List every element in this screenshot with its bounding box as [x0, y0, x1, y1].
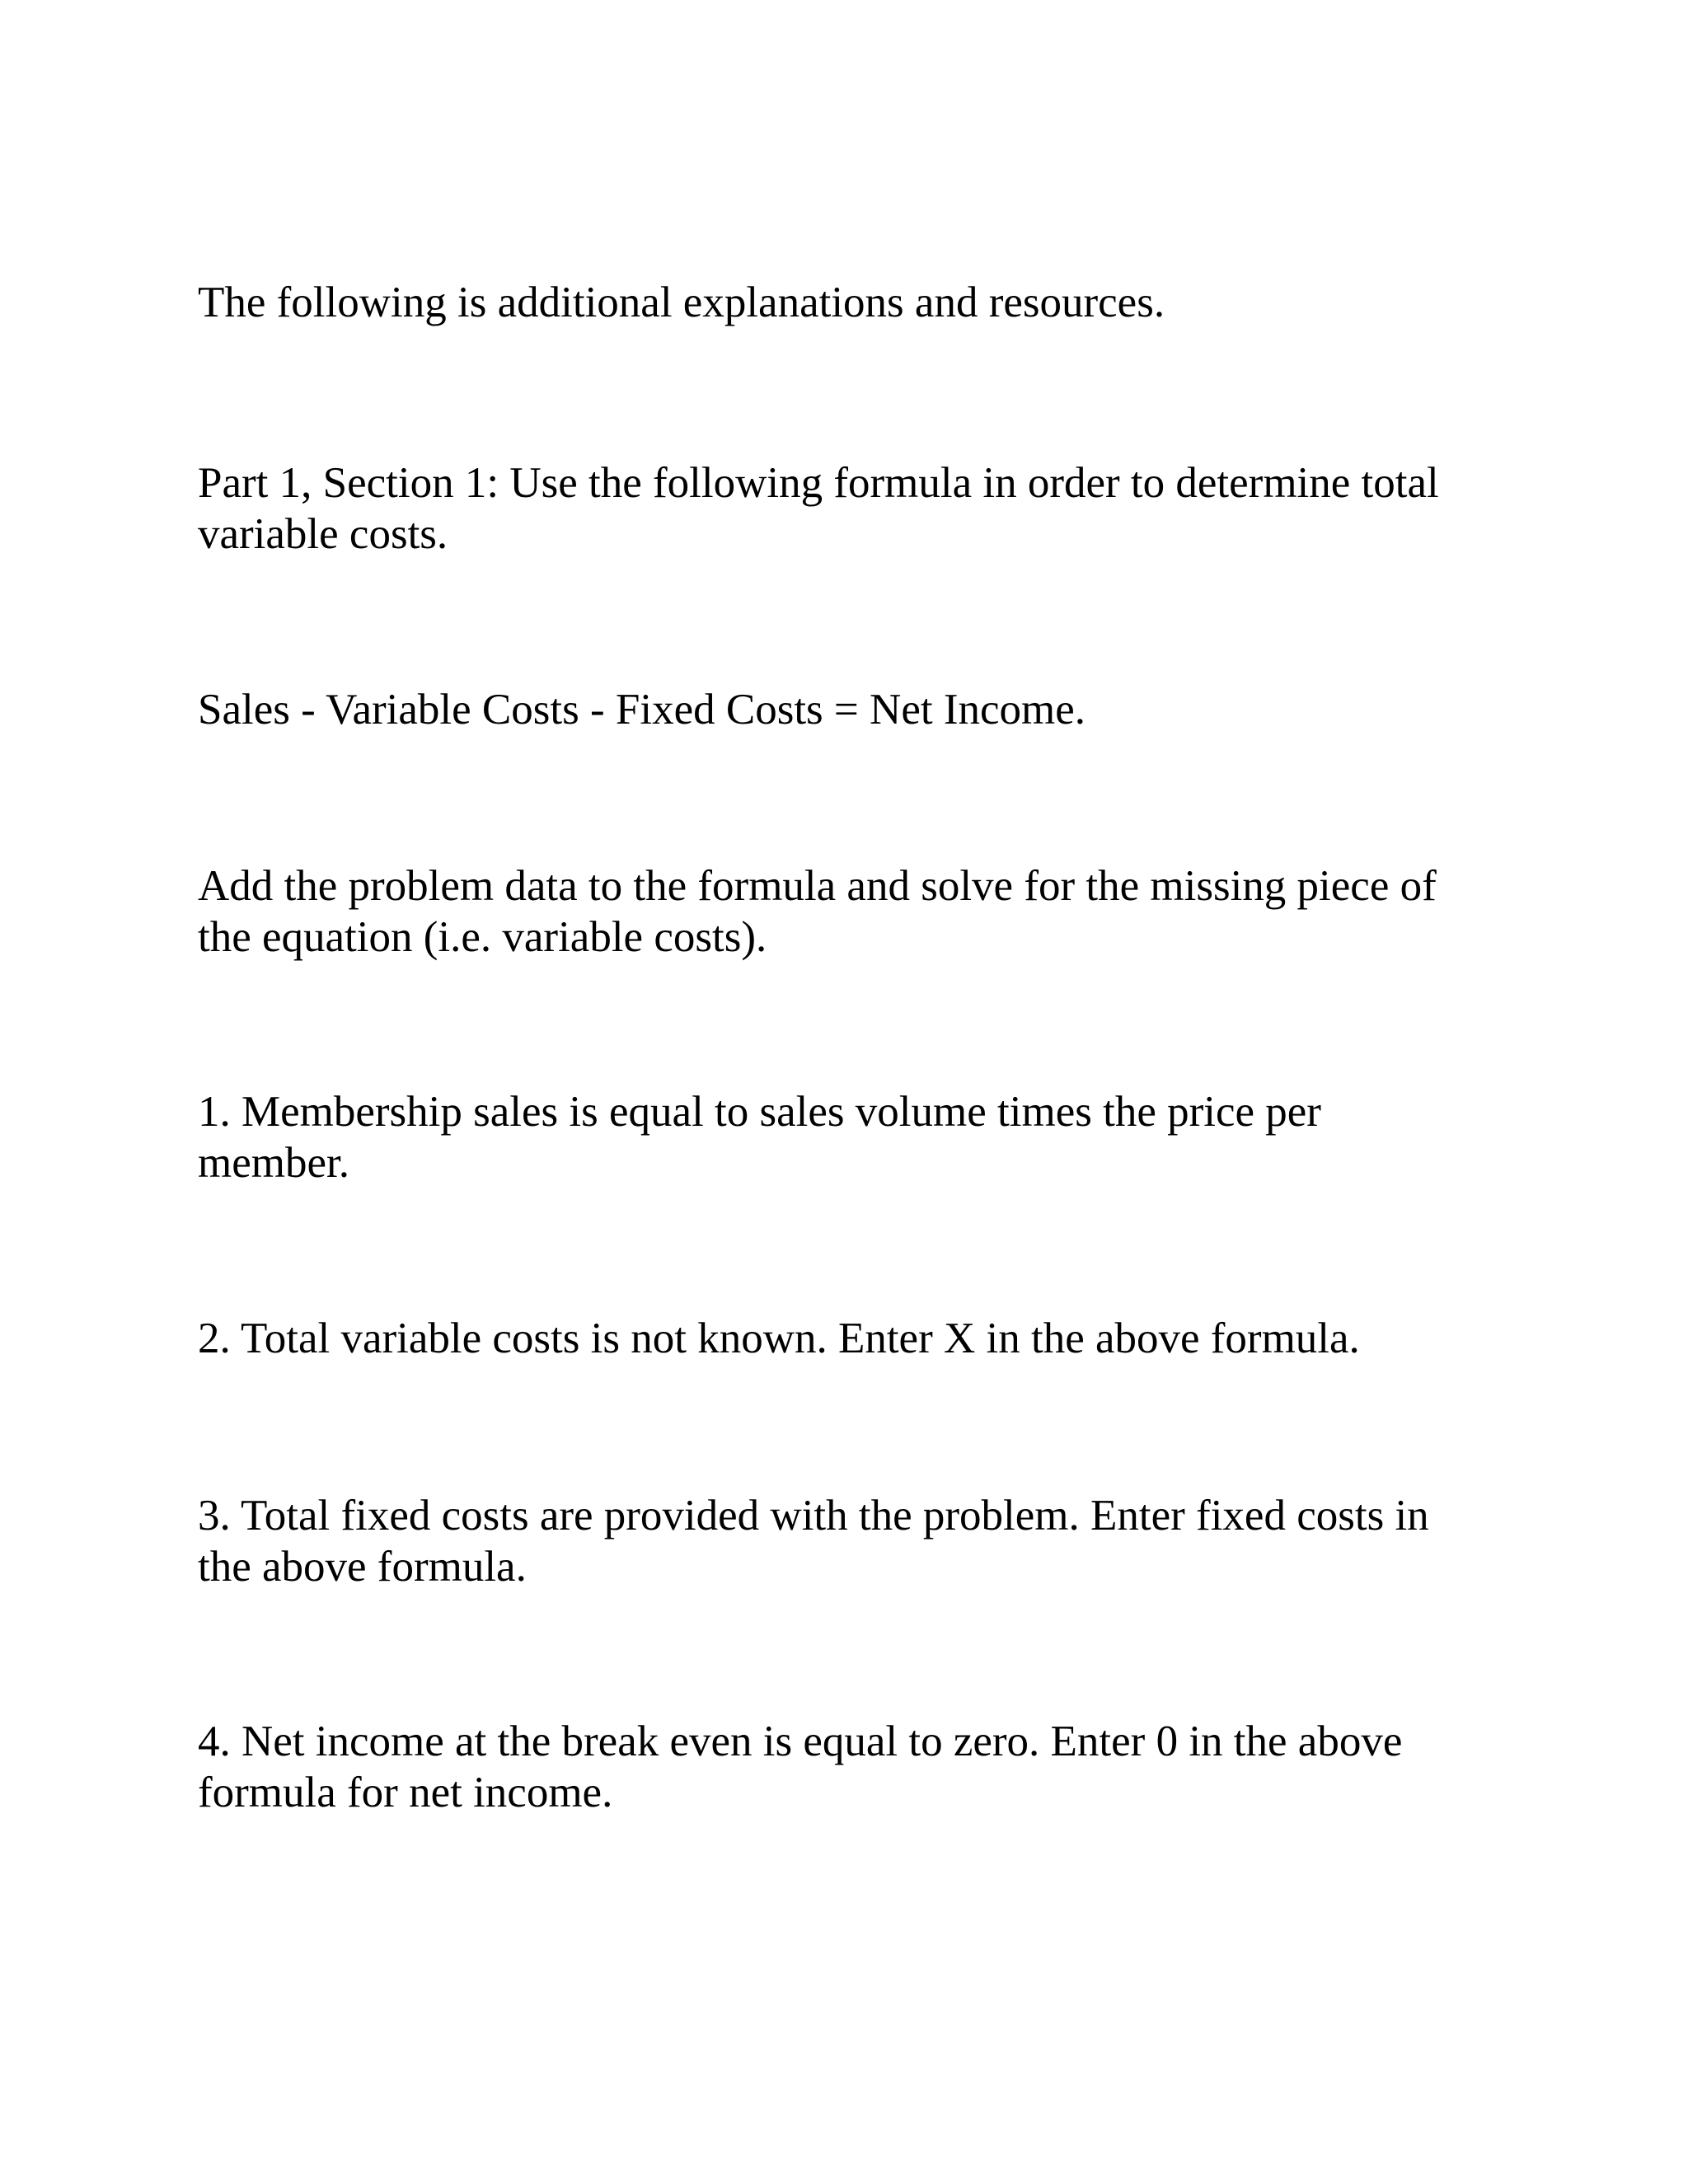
step-1-line-2: member. [198, 1139, 349, 1187]
step-3-line-2: the above formula. [198, 1543, 527, 1591]
instruction-line-1: Add the problem data to the formula and solve for the missing piece of [198, 862, 1437, 910]
step-4-paragraph [198, 1716, 1402, 1818]
formula-text: Sales - Variable Costs - Fixed Costs = Net Income. [198, 686, 1086, 733]
section-heading-line-1: Part 1, Section 1: Use the following formula in order to determine total [198, 459, 1439, 507]
formula-paragraph [198, 684, 1085, 735]
step-3-line-1: 3. Total fixed costs are provided with the problem. Enter fixed costs in [198, 1492, 1429, 1540]
step-4-line-1: 4. Net income at the break even is equal to zero. Enter 0 in the above [198, 1718, 1403, 1765]
section-heading-paragraph [198, 457, 1439, 560]
section-heading-line-2: variable costs. [198, 510, 448, 558]
step-4-line-2: formula for net income. [198, 1769, 613, 1816]
step-2-paragraph [198, 1313, 1360, 1364]
intro-paragraph [198, 277, 1165, 328]
intro-text: The following is additional explanations and resources. [198, 279, 1165, 326]
instruction-line-2: the equation (i.e. variable costs). [198, 913, 767, 961]
step-3-paragraph [198, 1490, 1429, 1592]
step-1-paragraph [198, 1086, 1321, 1188]
step-2-line-1: 2. Total variable costs is not known. Enter X in the above formula. [198, 1315, 1360, 1362]
instruction-paragraph [198, 860, 1437, 963]
step-1-line-1: 1. Membership sales is equal to sales volume times the price per [198, 1088, 1321, 1136]
